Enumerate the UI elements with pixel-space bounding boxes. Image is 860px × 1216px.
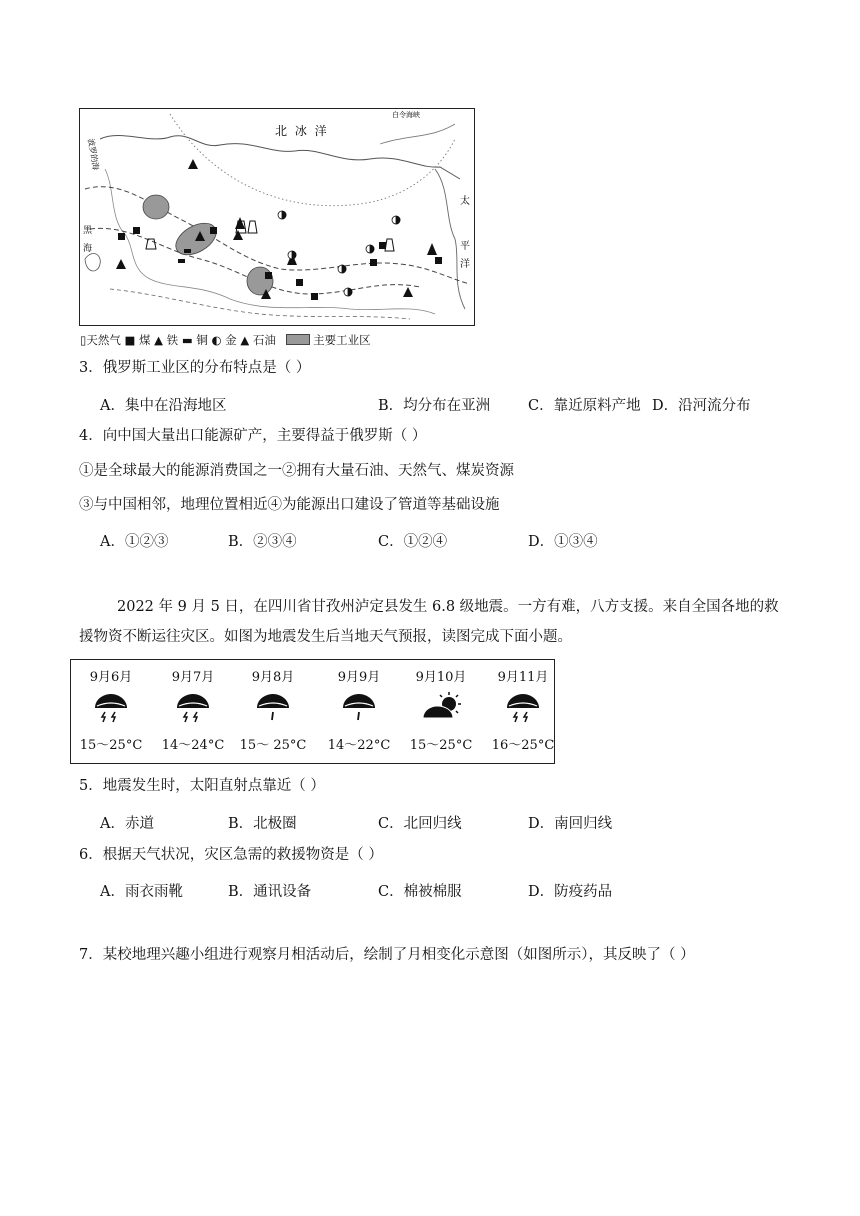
black-sea-label-2: 海 — [83, 244, 93, 254]
thunder-rain-icon — [503, 690, 543, 724]
q5-option-b: B．北极圈 — [228, 816, 297, 832]
q6-option-c: C．棉被棉服 — [378, 884, 462, 900]
thunder-rain-icon — [173, 690, 213, 724]
q4-statements-1: ①是全球最大的能源消费国之一②拥有大量石油、天然气、煤炭资源 — [79, 463, 514, 479]
thunder-rain-icon — [91, 690, 131, 724]
rain-icon — [253, 690, 293, 724]
q4-option-a: A．①②③ — [100, 534, 169, 550]
q7-stem: 7．某校地理兴趣小组进行观察月相活动后，绘制了月相变化示意图（如图所示），其反映了（ ） — [79, 947, 695, 963]
forecast-temp: 14～22°C — [327, 738, 391, 753]
rain-icon — [339, 690, 379, 724]
q3-option-a: A．集中在沿海地区 — [100, 398, 227, 414]
russia-resource-map — [79, 108, 475, 326]
q5-option-d: D．南回归线 — [528, 816, 613, 832]
partly-sunny-icon — [421, 690, 465, 724]
forecast-date: 9月9月 — [337, 670, 381, 685]
q6-stem: 6．根据天气状况，灾区急需的救援物资是（ ） — [79, 847, 383, 863]
forecast-temp: 15～ 25°C — [239, 738, 307, 753]
q3-option-d: D．沿河流分布 — [652, 398, 751, 414]
q4-statements-2: ③与中国相邻，地理位置相近④为能源出口建设了管道等基础设施 — [79, 497, 500, 513]
q3-option-c: C．靠近原料产地 — [528, 398, 641, 414]
passage-line-2: 援物资不断运往灾区。如图为地震发生后当地天气预报，读图完成下面小题。 — [79, 629, 572, 645]
baltic-label: 波罗的海 — [86, 137, 101, 171]
legend-region-swatch — [286, 334, 310, 345]
forecast-date: 9月7月 — [171, 670, 215, 685]
legend-region-label: 主要工业区 — [313, 333, 371, 347]
q6-option-b: B．通讯设备 — [228, 884, 312, 900]
forecast-date: 9月11月 — [497, 670, 549, 685]
q3-option-b: B．均分布在亚洲 — [378, 398, 491, 414]
q3-stem: 3．俄罗斯工业区的分布特点是（ ） — [79, 360, 311, 376]
map-drawing — [80, 109, 474, 325]
black-sea-label-1: 黑 — [83, 226, 93, 236]
q4-option-d: D．①③④ — [528, 534, 598, 550]
map-legend — [80, 332, 371, 348]
pacific-label-2: 平 — [460, 241, 470, 252]
forecast-temp: 14～24°C — [161, 738, 225, 753]
forecast-temp: 15～25°C — [79, 738, 143, 753]
forecast-temp: 15～25°C — [409, 738, 473, 753]
forecast-date: 9月10月 — [415, 670, 467, 685]
passage-line-1: 2022 年 9 月 5 日，在四川省甘孜州泸定县发生 6.8 级地震。一方有难，八方支援。来自全国各地的救 — [117, 599, 779, 615]
pacific-label-1: 太 — [460, 196, 470, 207]
forecast-date: 9月8月 — [251, 670, 295, 685]
forecast-temp: 16～25°C — [491, 738, 555, 753]
legend-symbols: ▯天然气 ■ 煤 ▲ 铁 ▬ 铜 ◐ 金 ▲ 石油 — [80, 333, 276, 347]
pacific-label-3: 洋 — [460, 259, 470, 270]
arctic-ocean-label: 北 冰 洋 — [275, 124, 329, 138]
passage — [79, 592, 799, 652]
q4-stem: 4．向中国大量出口能源矿产，主要得益于俄罗斯（ ） — [79, 428, 427, 444]
forecast-date: 9月6月 — [89, 670, 133, 685]
weather-forecast-panel — [70, 659, 555, 764]
q5-stem: 5．地震发生时，太阳直射点靠近（ ） — [79, 778, 325, 794]
q5-option-a: A．赤道 — [100, 816, 154, 832]
q6-option-d: D．防疫药品 — [528, 884, 613, 900]
q4-option-c: C．①②④ — [378, 534, 448, 550]
q5-option-c: C．北回归线 — [378, 816, 462, 832]
bering-label: 白令海峡 — [392, 111, 420, 119]
q6-option-a: A．雨衣雨靴 — [100, 884, 183, 900]
q4-option-b: B．②③④ — [228, 534, 297, 550]
